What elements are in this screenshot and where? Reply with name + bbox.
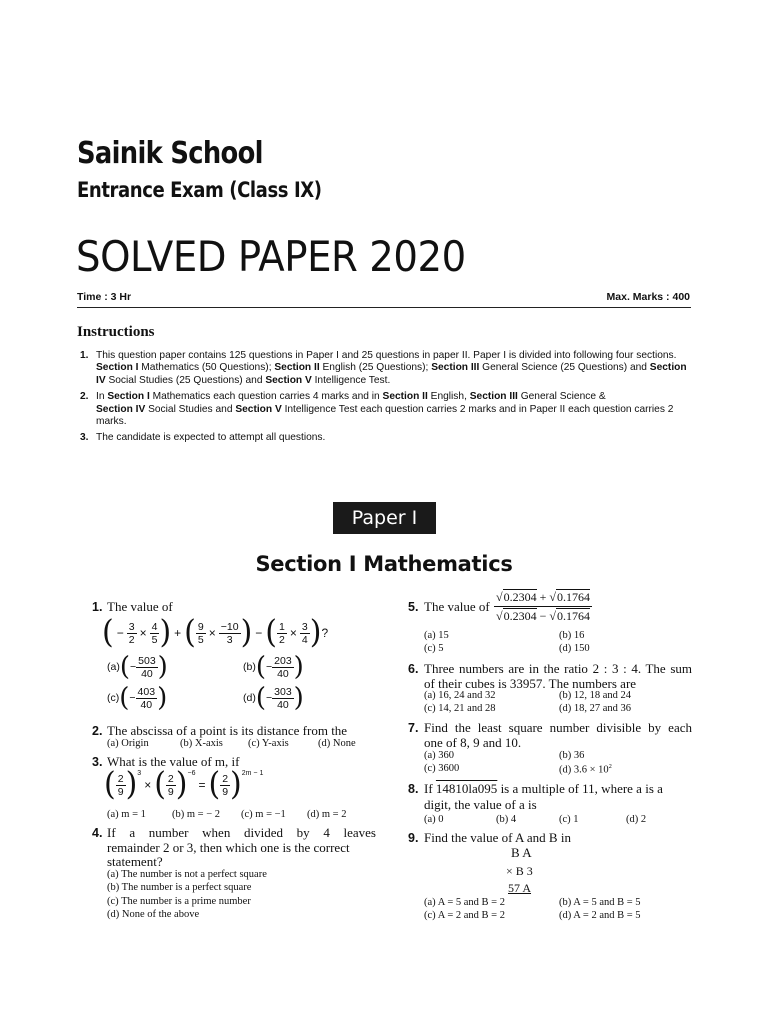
sqrt-fraction xyxy=(494,589,592,624)
option-b[interactable]: (b) X-axis xyxy=(180,738,223,749)
operator: + xyxy=(539,590,547,604)
option-d[interactable]: (d) ( − $\frac{303}{40}$ ) xyxy=(243,683,304,713)
section-title: Section I Mathematics xyxy=(255,552,513,576)
question-text-part: is a multiple of 11, where a is a xyxy=(497,781,663,796)
option-c[interactable]: (c) ( − $\frac{403}{40}$ ) xyxy=(107,683,168,713)
numerator: 203 xyxy=(274,654,292,667)
section-ref: Section I xyxy=(107,391,150,403)
radicand: 0.2304 xyxy=(503,609,537,623)
option-a[interactable]: (a) 0 xyxy=(424,814,444,825)
exam-subtitle: Entrance Exam (Class IX) xyxy=(77,178,322,202)
section-ref: Section IV xyxy=(96,403,146,415)
question-text: statement? xyxy=(107,854,163,869)
question-text xyxy=(424,781,663,797)
question-expression: ( $\frac{2}{9}$ ) 3 × ( $\frac{2}{9}$ ) −6 = ( $\frac{2}{9}$ ) 2m − 1 xyxy=(104,766,264,803)
option-b[interactable]: (b) 36 xyxy=(559,750,585,761)
numerator: 303 xyxy=(274,685,292,698)
denominator: 5 xyxy=(197,633,204,646)
multiplication-result: 57 A xyxy=(508,881,532,895)
exponent: 2m − 1 xyxy=(241,769,264,777)
option-a[interactable]: (a) 15 xyxy=(424,630,449,641)
question-text: The value of xyxy=(107,599,173,614)
multiplication-row-2: × B 3 xyxy=(506,864,533,878)
option-sign: − xyxy=(266,692,273,704)
instruction-item xyxy=(80,391,690,428)
section-ref: Section II xyxy=(382,391,428,403)
question-text: The abscissa of a point is its distance from the xyxy=(107,723,348,738)
numerator: 403 xyxy=(137,685,156,698)
option-c[interactable]: (c) The number is a prime number xyxy=(107,896,251,907)
denominator: 40 xyxy=(141,667,153,680)
fraction-denominator: √0.2304 − √0.1764 xyxy=(496,609,590,623)
instruction-text: Intelligence Test. xyxy=(311,374,391,386)
option-b[interactable]: (b) 4 xyxy=(496,814,517,825)
section-ref: Section V xyxy=(265,374,312,386)
option-b[interactable]: (b) A = 5 and B = 5 xyxy=(559,897,641,908)
operator: − xyxy=(539,609,547,623)
section-ref: Section V xyxy=(235,403,282,415)
question-number: 9. xyxy=(408,831,419,845)
option-c[interactable]: (c) 5 xyxy=(424,643,444,654)
instruction-number: 1. xyxy=(80,350,89,361)
denominator: 2 xyxy=(279,633,285,646)
option-label: (d) xyxy=(243,692,256,704)
instruction-text: In xyxy=(96,391,108,403)
option-label: (c) xyxy=(107,692,120,704)
instruction-text: The candidate is expected to attempt all questions. xyxy=(96,432,326,444)
option-b[interactable]: (b) ( − $\frac{203}{40}$ ) xyxy=(243,652,304,682)
instruction-text: Social Studies (25 Questions) and xyxy=(105,374,266,386)
numerator: 1 xyxy=(279,620,285,633)
numerator: 9 xyxy=(197,620,204,633)
numerator: −10 xyxy=(220,620,239,633)
question-text: Three numbers are in the ratio 2 : 3 : 4. The sum xyxy=(424,661,692,676)
option-a[interactable]: (a) Origin xyxy=(107,738,149,749)
instructions-heading: Instructions xyxy=(77,324,155,340)
fraction-numerator: √0.2304 + √0.1764 xyxy=(494,589,592,607)
question-number: 4. xyxy=(92,826,103,840)
option-b[interactable]: (b) 16 xyxy=(559,630,585,641)
radicand: 0.1764 xyxy=(556,609,590,623)
instruction-number: 2. xyxy=(80,391,89,403)
instruction-item xyxy=(80,350,690,387)
instruction-text: General Science (25 Questions) and xyxy=(479,362,650,374)
overlined-number: 14810la095 xyxy=(435,781,498,796)
paper-title: SOLVED PAPER 2020 xyxy=(76,232,466,281)
option-c[interactable]: (c) A = 2 and B = 2 xyxy=(424,910,505,921)
exponent: 3 xyxy=(137,769,142,777)
option-c[interactable]: (c) Y-axis xyxy=(248,738,289,749)
option-a[interactable]: (a) 16, 24 and 32 xyxy=(424,690,496,701)
numerator: 503 xyxy=(138,654,156,667)
time-label: Time : 3 Hr xyxy=(77,291,132,303)
instruction-text: English (25 Questions); xyxy=(319,362,432,374)
section-ref: Section II xyxy=(274,362,320,374)
exponent: −6 xyxy=(187,769,196,777)
option-sign: − xyxy=(266,661,273,673)
option-d[interactable]: (d) A = 2 and B = 5 xyxy=(559,910,641,921)
denominator: 5 xyxy=(151,633,158,646)
option-c[interactable]: (c) 14, 21 and 28 xyxy=(424,703,496,714)
option-sign: − xyxy=(130,661,137,673)
question-text: remainder 2 or 3, then which one is the correct xyxy=(107,840,350,855)
option-d[interactable]: (d) 2 xyxy=(626,814,647,825)
question-number: 3. xyxy=(92,755,103,769)
option-a[interactable]: (a) The number is not a perfect square xyxy=(107,869,267,880)
school-title: Sainik School xyxy=(77,136,263,171)
paper-badge: Paper I xyxy=(333,502,436,534)
numerator: 3 xyxy=(128,620,135,633)
option-d[interactable]: (d) m = 2 xyxy=(307,809,347,820)
denominator: 40 xyxy=(140,698,153,711)
instruction-text: English, xyxy=(427,391,470,403)
numerator: 2 xyxy=(117,772,124,785)
option-d[interactable]: (d) 18, 27 and 36 xyxy=(559,703,632,714)
question-text: digit, the value of a is xyxy=(424,797,537,812)
section-ref: Section III xyxy=(431,362,480,374)
question-text: one of 8, 9 and 10. xyxy=(424,735,522,750)
question-number: 8. xyxy=(408,782,419,796)
instruction-text: Social Studies and xyxy=(145,403,236,415)
question-text: Find the value of A and B in xyxy=(424,830,571,845)
option-a[interactable]: (a) ( − $\frac{503}{40}$ ) xyxy=(107,652,168,682)
question-number: 5. xyxy=(408,600,419,614)
numerator: 2 xyxy=(167,772,174,785)
section-ref: Section IV xyxy=(96,362,687,386)
option-d[interactable]: (d) 150 xyxy=(559,643,590,654)
option-b[interactable]: (b) 12, 18 and 24 xyxy=(559,690,632,701)
option-c[interactable]: (c) 1 xyxy=(559,814,579,825)
option-d[interactable]: (d) None of the above xyxy=(107,909,200,920)
question-text: of their cubes is 33957. The numbers are xyxy=(424,676,637,691)
option-label: (b) xyxy=(243,661,256,673)
option-a[interactable]: (a) m = 1 xyxy=(107,809,146,820)
option-b[interactable]: (b) The number is a perfect square xyxy=(107,882,252,893)
option-a[interactable]: (a) 360 xyxy=(424,750,455,761)
question-text: What is the value of m, if xyxy=(107,754,240,769)
denominator: 9 xyxy=(117,785,124,798)
instruction-item xyxy=(80,432,690,444)
denominator: 40 xyxy=(277,667,289,680)
denominator: 3 xyxy=(226,633,233,646)
question-number: 7. xyxy=(408,721,419,735)
option-a[interactable]: (a) A = 5 and B = 2 xyxy=(424,897,505,908)
question-text: If a number when divided by 4 leaves xyxy=(107,825,376,840)
option-c[interactable]: (c) 3600 xyxy=(424,763,460,774)
exponent: 2 xyxy=(608,763,612,770)
header-divider xyxy=(77,307,691,308)
radicand: 0.2304 xyxy=(503,590,537,604)
max-marks-label: Max. Marks : 400 xyxy=(606,291,690,303)
instruction-text: Mathematics each question carries 4 marks and in xyxy=(149,391,383,403)
denominator: 4 xyxy=(301,633,308,646)
option-text: (d) 3.6 × 10 xyxy=(559,764,609,776)
numerator: 3 xyxy=(301,620,308,633)
instruction-text: Mathematics (50 Questions); xyxy=(138,362,275,374)
instruction-text: This question paper contains 125 questions in Paper I and 25 questions in paper II. Paper I is divided into following four sections. xyxy=(96,350,677,361)
option-b[interactable]: (b) m = − 2 xyxy=(172,809,221,820)
radicand: 0.1764 xyxy=(556,590,590,604)
section-ref: Section I xyxy=(96,362,139,374)
question-number: 1. xyxy=(92,600,103,614)
instructions-list xyxy=(80,350,690,449)
denominator: 40 xyxy=(277,698,289,711)
option-c[interactable]: (c) m = −1 xyxy=(241,809,286,820)
instruction-text: Intelligence Test each question carries 2 marks and in Paper II each question carries 2 marks. xyxy=(96,403,674,428)
question-text-part: If xyxy=(424,781,436,796)
question-number: 6. xyxy=(408,662,419,676)
numerator: 2 xyxy=(222,772,229,785)
denominator: 9 xyxy=(222,785,229,798)
option-d[interactable]: (d) None xyxy=(318,738,356,749)
section-ref: Section III xyxy=(469,391,518,403)
option-d[interactable] xyxy=(559,763,612,776)
denominator: 2 xyxy=(128,633,135,646)
instruction-text: General Science & xyxy=(517,391,606,403)
question-text: The value of xyxy=(424,599,490,614)
denominator: 9 xyxy=(167,785,174,798)
question-number: 2. xyxy=(92,724,103,738)
question-text: Find the least square number divisible by each xyxy=(424,720,692,735)
option-sign: − xyxy=(129,692,136,704)
option-label: (a) xyxy=(107,661,120,673)
question-expression: ( − $\frac{3}{2}$ × $\frac{4}{5}$ ) + ( $\frac{9}{5}$ × $\frac{-10}{3}$ ) − ( $\frac{1}{2}$ × $\frac{3}{4}$ ) ? xyxy=(102,614,329,651)
instruction-number: 3. xyxy=(80,432,89,444)
numerator: 4 xyxy=(151,620,158,633)
multiplication-row-1: B A xyxy=(511,845,532,860)
